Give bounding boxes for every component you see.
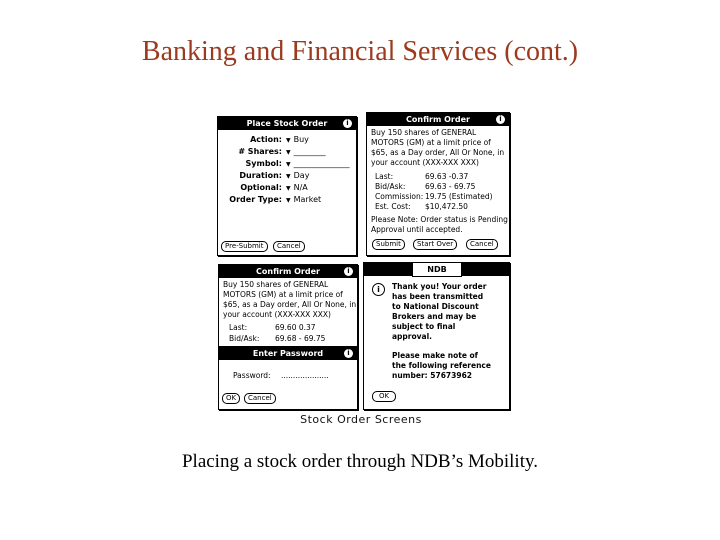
quote-label: Bid/Ask: <box>375 182 406 191</box>
symbol-input[interactable]: ▼ ______________ <box>286 159 350 168</box>
start-over-button[interactable]: Start Over <box>413 239 457 250</box>
quote-label: Last: <box>375 172 394 181</box>
quote-label: Commission: <box>375 192 424 201</box>
screen-title: Place Stock Order <box>246 119 328 128</box>
ok-button[interactable]: OK <box>372 391 396 402</box>
field-label: Symbol: <box>245 159 282 168</box>
password-input[interactable]: .................... <box>281 371 329 380</box>
order-summary-line: $65, as a Day order, All Or None, in <box>223 300 357 309</box>
title-bar <box>367 113 509 126</box>
info-icon[interactable]: i <box>343 119 352 128</box>
order-summary-line: Buy 150 shares of GENERAL <box>223 280 329 289</box>
order-summary-line: MOTORS (GM) at a limit price of <box>223 290 343 299</box>
confirmation-message: to National Discount <box>392 302 479 311</box>
figure-caption: Stock Order Screens <box>300 413 422 426</box>
slide-title: Banking and Financial Services (cont.) <box>141 36 579 67</box>
screen-title: Confirm Order <box>406 115 470 124</box>
order-summary-line: Buy 150 shares of GENERAL <box>371 128 477 137</box>
confirmation-message: approval. <box>392 332 433 341</box>
slide-caption: Placing a stock order through NDB’s Mobility. <box>181 451 539 472</box>
ndb-confirmation-screen <box>363 262 510 410</box>
field-label: Optional: <box>240 183 282 192</box>
quote-value: 69.63 -0.37 <box>425 172 469 181</box>
order-summary-line: your account (XXX-XXX XXX) <box>371 158 479 167</box>
reference-number: number: 57673962 <box>392 371 473 380</box>
cancel-button[interactable]: Cancel <box>466 239 498 250</box>
place-stock-order-screen <box>217 116 357 256</box>
quote-value: 69.63 - 69.75 <box>425 182 476 191</box>
password-label: Password: <box>233 371 271 380</box>
field-label: Action: <box>250 135 282 144</box>
dropdown-arrow-icon: ▼ <box>286 185 291 192</box>
title-bar <box>218 117 356 130</box>
field-label: Duration: <box>239 171 282 180</box>
dropdown-arrow-icon: ▼ <box>286 149 291 156</box>
screen-title: Confirm Order <box>256 267 320 276</box>
title-bar <box>219 265 357 278</box>
pending-note: Approval until accepted. <box>371 225 463 234</box>
info-icon[interactable]: i <box>344 267 353 276</box>
quote-label: Est. Cost: <box>375 202 411 211</box>
submit-button[interactable]: Submit <box>372 239 405 250</box>
quote-value: 69.60 0.37 <box>275 323 316 332</box>
order-type-select[interactable]: ▼ Market <box>286 195 322 204</box>
enter-password-dialog <box>218 346 358 410</box>
confirmation-message: Brokers and may be <box>392 312 477 321</box>
ok-button[interactable]: OK <box>222 393 240 404</box>
field-label: Order Type: <box>229 195 282 204</box>
dropdown-arrow-icon: ▼ <box>286 137 291 144</box>
field-label: # Shares: <box>238 147 282 156</box>
quote-value: $10,472.50 <box>425 202 468 211</box>
screen-title: NDB <box>412 263 462 277</box>
confirmation-message: Thank you! Your order <box>392 282 487 291</box>
order-summary-line: MOTORS (GM) at a limit price of <box>371 138 491 147</box>
reference-note: Please make note of <box>392 351 478 360</box>
quote-label: Last: <box>229 323 248 332</box>
order-summary-line: $65, as a Day order, All Or None, in <box>371 148 505 157</box>
shares-input[interactable]: ▼ ________ <box>286 147 326 156</box>
pending-note: Please Note: Order status is Pending <box>371 215 508 224</box>
title-bar <box>364 263 509 276</box>
confirm-order-screen <box>366 112 510 256</box>
title-bar <box>219 347 357 360</box>
cancel-button[interactable]: Cancel <box>244 393 276 404</box>
info-icon[interactable]: i <box>496 115 505 124</box>
quote-value: 69.68 - 69.75 <box>275 334 326 343</box>
confirm-order-background-screen <box>218 264 358 356</box>
optional-select[interactable]: ▼ N/A <box>286 183 308 192</box>
info-icon: i <box>372 283 385 296</box>
duration-select[interactable]: ▼ Day <box>286 171 310 180</box>
order-summary-line: your account (XXX-XXX XXX) <box>223 310 331 319</box>
dropdown-arrow-icon: ▼ <box>286 173 291 180</box>
dropdown-arrow-icon: ▼ <box>286 161 291 168</box>
quote-value: 19.75 (Estimated) <box>425 192 493 201</box>
info-icon[interactable]: i <box>344 349 353 358</box>
confirmation-message: has been transmitted <box>392 292 484 301</box>
confirmation-message: subject to final <box>392 322 456 331</box>
cancel-button[interactable]: Cancel <box>273 241 305 252</box>
dropdown-arrow-icon: ▼ <box>286 197 291 204</box>
action-select[interactable]: ▼ Buy <box>286 135 309 144</box>
reference-note: the following reference <box>392 361 491 370</box>
quote-label: Bid/Ask: <box>229 334 260 343</box>
pre-submit-button[interactable]: Pre-Submit <box>221 241 268 252</box>
dialog-title: Enter Password <box>252 349 324 358</box>
